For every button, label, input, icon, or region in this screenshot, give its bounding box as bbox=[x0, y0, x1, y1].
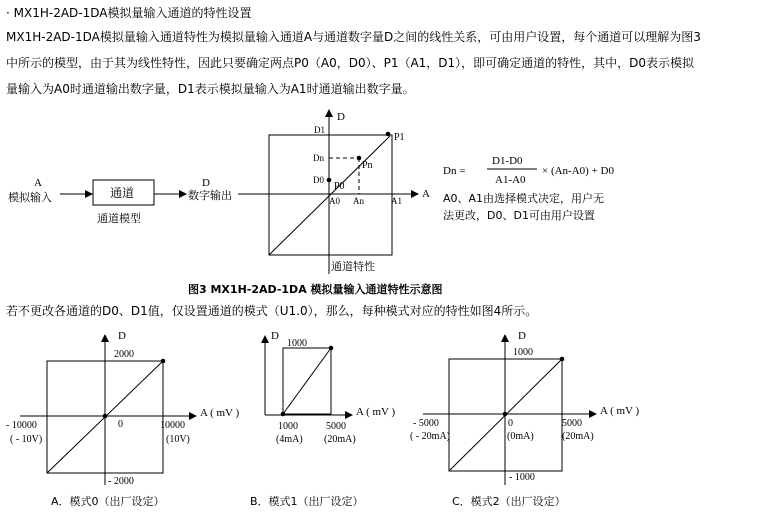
mode-0-origin: 0 bbox=[118, 419, 123, 430]
d1-label: D1 bbox=[314, 125, 325, 135]
mode-2-d-bottom: - 1000 bbox=[509, 472, 535, 483]
mode-1-left-val: 1000 bbox=[278, 421, 298, 432]
mode-2-caption: C．模式2（出厂设定） bbox=[452, 495, 566, 508]
mode-0-a-label: A ( mV ) bbox=[200, 407, 240, 419]
input-label: 模拟输入 bbox=[8, 191, 52, 204]
mode-2-end-point bbox=[560, 357, 565, 362]
a0-label: A0 bbox=[329, 196, 340, 206]
mode-2-graph bbox=[410, 330, 640, 508]
mode-2-left-val: - 5000 bbox=[413, 418, 439, 429]
a-axis-label: A bbox=[422, 188, 430, 200]
intro-line-1: MX1H-2AD-1DA模拟量输入通道特性为模拟量输入通道A与通道数字量D之间的线性关系，可由用户设置，每个通道可以理解为图3 bbox=[6, 30, 701, 44]
p1-label: P1 bbox=[394, 132, 405, 143]
mode-1-graph bbox=[250, 330, 396, 508]
mode-0-caption: A．模式0（出厂设定） bbox=[51, 495, 165, 508]
section-heading: · MX1H-2AD-1DA模拟量输入通道的特性设置 bbox=[6, 6, 252, 20]
note-line-2: 法更改，D0、D1可由用户设置 bbox=[443, 209, 595, 222]
mode-0-d-label: D bbox=[118, 330, 126, 342]
d0-label: D0 bbox=[313, 175, 324, 185]
mode-2-a-label: A ( mV ) bbox=[600, 405, 640, 417]
figure-3-caption: 图3 MX1H-2AD-1DA 模拟量输入通道特性示意图 bbox=[188, 283, 443, 296]
mode-1-d-label: D bbox=[271, 330, 279, 342]
channel-model-caption: 通道模型 bbox=[97, 212, 141, 225]
a1-label: A1 bbox=[391, 196, 402, 206]
an-label: An bbox=[353, 196, 364, 206]
figure-4 bbox=[0, 322, 757, 515]
mode-1-line bbox=[283, 348, 331, 414]
mode-2-right-val: 5000 bbox=[562, 418, 582, 429]
output-letter: D bbox=[202, 177, 210, 189]
channel-block-label: 通道 bbox=[110, 186, 135, 200]
mode-1-end-point bbox=[329, 346, 334, 351]
mode-1-left-unit: (4mA) bbox=[276, 434, 303, 445]
mode-1-start-point bbox=[281, 412, 286, 417]
intro-line-2: 中所示的模型，由于其为线性特性，因此只要确定两点P0（A0，D0）、P1（A1，D1），即可确定通道的特性，其中，D0表示模拟 bbox=[6, 56, 695, 70]
formula-lhs: Dn = bbox=[443, 165, 466, 177]
mode-1-right-val: 5000 bbox=[326, 421, 346, 432]
graph-caption: 通道特性 bbox=[331, 260, 375, 273]
mode-1-a-label: A ( mV ) bbox=[356, 406, 396, 418]
mode-2-left-unit: ( - 20mA) bbox=[410, 431, 450, 442]
p0-label: P0 bbox=[334, 181, 345, 192]
point-p0 bbox=[327, 178, 332, 183]
formula-numerator: D1-D0 bbox=[492, 155, 523, 167]
mode-0-d-top: 2000 bbox=[114, 349, 134, 360]
d-axis-label: D bbox=[337, 111, 345, 123]
mode-2-origin-point bbox=[503, 412, 508, 417]
point-pn bbox=[357, 156, 362, 161]
mode-1-d-top: 1000 bbox=[287, 338, 307, 349]
note-line-1: A0、A1由选择模式决定，用户无 bbox=[443, 192, 605, 205]
intro-line-3: 量输入为A0时通道输出数字量，D1表示模拟量输入为A1时通道输出数字量。 bbox=[6, 82, 415, 96]
point-p1 bbox=[386, 132, 391, 137]
dn-label: Dn bbox=[313, 153, 324, 163]
pn-label: Pn bbox=[362, 160, 373, 171]
mode-2-origin-unit: (0mA) bbox=[507, 431, 534, 442]
mode-1-right-unit: (20mA) bbox=[324, 434, 356, 445]
mode-intro-text: 若不更改各通道的D0、D1值，仅设置通道的模式（U1.0），那么，每种模式对应的特性如图4所示。 bbox=[6, 304, 538, 318]
mode-0-graph bbox=[6, 330, 240, 508]
mode-2-origin: 0 bbox=[508, 418, 513, 429]
mode-2-right-unit: (20mA) bbox=[562, 431, 594, 442]
mode-2-d-top: 1000 bbox=[513, 347, 533, 358]
mode-2-d-label: D bbox=[518, 330, 526, 342]
mode-0-left-unit: ( - 10V) bbox=[10, 434, 43, 445]
input-letter: A bbox=[34, 177, 42, 189]
formula-denominator: A1-A0 bbox=[495, 174, 526, 186]
formula-rest: × (An-A0) + D0 bbox=[542, 165, 614, 177]
mode-0-d-bottom: - 2000 bbox=[108, 476, 134, 487]
mode-0-left-val: - 10000 bbox=[6, 420, 37, 431]
mode-0-right-unit: (10V) bbox=[166, 434, 190, 445]
mode-1-caption: B．模式1（出厂设定） bbox=[250, 495, 364, 508]
output-label: 数字输出 bbox=[188, 189, 232, 202]
mode-0-end-point bbox=[161, 359, 166, 364]
mode-0-right-val: 10000 bbox=[160, 420, 185, 431]
figure-3 bbox=[0, 100, 757, 300]
mode-0-origin-point bbox=[103, 414, 108, 419]
